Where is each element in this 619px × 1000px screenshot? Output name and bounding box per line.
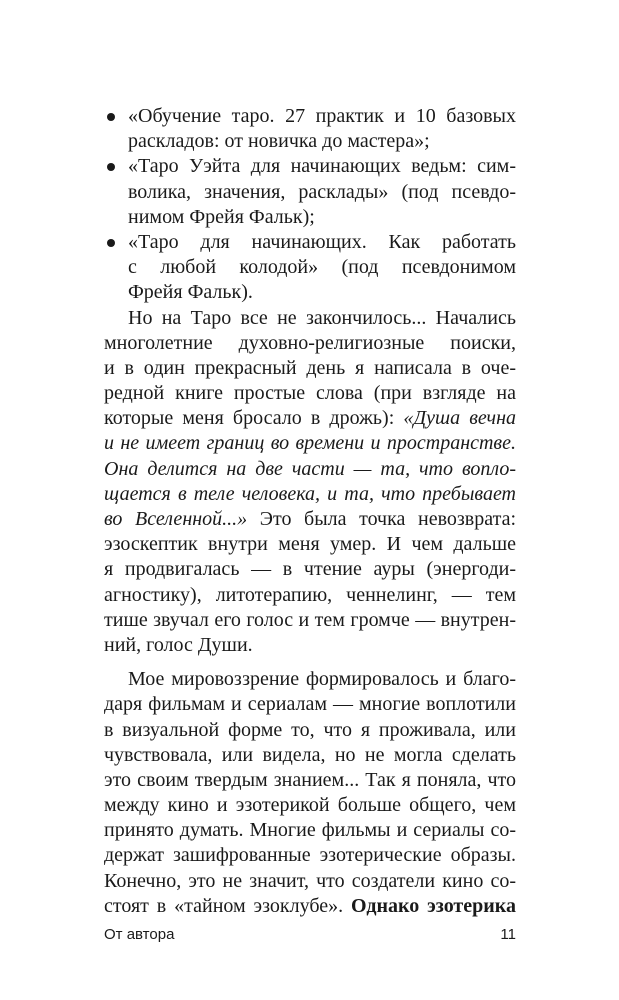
list-item <box>104 104 516 154</box>
list-item-line: волика, значения, расклады» (под псевдо- <box>128 180 516 203</box>
bullet-icon <box>104 230 128 255</box>
paragraph-line: Мое мировоззрение формировалось и благо- <box>128 668 516 691</box>
paragraph-line: принято думать. Многие фильмы и сериалы со- <box>104 819 516 842</box>
italic-quote-line: щается в теле человека, и та, что пребывает <box>104 482 516 505</box>
book-list <box>104 104 516 306</box>
paragraph-line: ний, голос Души. <box>104 633 253 656</box>
list-item <box>104 230 516 306</box>
paragraph-text: Это была точка невозврата: <box>247 508 517 530</box>
paragraph-line: это своим твердым знанием... Так я поняла, что <box>104 768 516 791</box>
paragraph-line: я продвигалась — в чтение ауры (энергоди- <box>104 558 516 581</box>
paragraph-line: даря фильмам и сериалам — многие воплотили <box>104 693 516 716</box>
paragraph-line: в визуальной форме то, что я проживала, или <box>104 718 516 741</box>
list-item-line: «Обучение таро. 27 практик и 10 базовых <box>128 105 516 127</box>
italic-quote: «Душа вечна <box>403 407 516 430</box>
list-item <box>104 154 516 230</box>
paragraph-taro <box>104 306 516 659</box>
paragraph-line: тише звучал его голос и тем громче — внутрен- <box>104 608 516 631</box>
paragraph-line: агностику), литотерапию, ченнелинг, — тем <box>104 583 516 606</box>
paragraph-text: стоят в «тайном эзоклубе». <box>104 894 352 917</box>
paragraph-line: между кино и эзотерикой больше общего, чем <box>104 794 516 817</box>
list-item-line: с любой колодой» (под псевдонимом <box>128 256 516 279</box>
list-item-line: Фрейя Фальк). <box>128 281 253 304</box>
page-body <box>104 104 516 919</box>
paragraph-line: Конечно, это не значит, что создатели кино со- <box>104 869 516 892</box>
paragraph-line <box>104 507 516 532</box>
list-item-line: раскладов: от новичка до мастера»; <box>128 130 430 153</box>
page-number: 11 <box>500 926 516 943</box>
list-item-line: «Таро Уэйта для начинающих ведьм: сим- <box>128 155 516 178</box>
paragraph-line: многолетние духовно-религиозные поиски, <box>104 331 516 354</box>
paragraph-line: Но на Таро все не закончилось... Начались <box>128 306 516 329</box>
paragraph-line <box>104 894 516 919</box>
list-item-line: «Таро для начинающих. Как работать <box>128 230 516 253</box>
running-footer-section: От автора <box>104 926 175 943</box>
paragraph-line: эзоскептик внутри меня умер. И чем дальше <box>104 533 516 556</box>
paragraph-line: держат зашифрованные эзотерические образы. <box>104 844 516 867</box>
list-item-line: нимом Фрейя Фальк); <box>128 205 315 228</box>
paragraph-cinema <box>104 667 516 919</box>
paragraph-line: редной книге простые слова (при взгляде на <box>104 382 516 405</box>
italic-quote: во Вселенной...» <box>104 508 248 530</box>
paragraph-line: и в один прекрасный день я написала в оче- <box>104 356 516 379</box>
bullet-icon <box>104 154 128 179</box>
italic-quote-line: и не имеет границ во времени и пространстве. <box>104 432 516 455</box>
paragraph-text: которые меня бросало в дрожь): <box>104 407 404 430</box>
bold-emphasis: Однако эзотерика <box>351 894 516 917</box>
paragraph-line: чувствовала, или видела, но не могла сделать <box>104 743 516 766</box>
paragraph-line <box>104 406 516 431</box>
italic-quote-line: Она делится на две части — та, что вопло- <box>104 457 516 480</box>
bullet-icon <box>104 104 128 129</box>
